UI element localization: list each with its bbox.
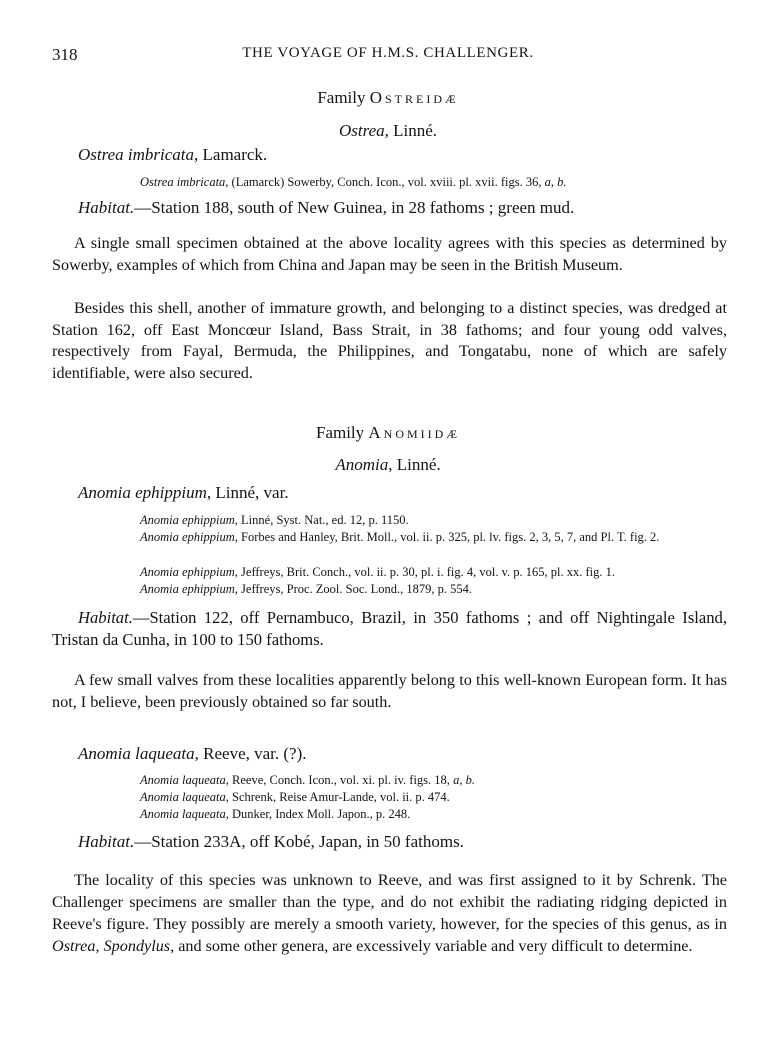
habitat-label: Habitat. [78,608,133,627]
family-name: Ostreidæ [369,88,459,107]
species-author: , Lamarck. [194,145,268,164]
body-paragraph: Besides this shell, another of immature growth, and belonging to a distinct species, was dredged at Station 162, off East Moncœur Island, Bass Strait, in 38 fathoms; and four young odd valves, respectively from Fayal, Bermuda, the Philippines, and Tongatabu, none of which are safely identifiable, were also secured. [52,299,727,382]
paragraph-text: , [95,937,104,955]
running-title: THE VOYAGE OF H.M.S. CHALLENGER. [242,45,534,61]
family-label: Family [315,423,365,442]
page-number: 318 [52,45,78,64]
body-paragraph: A few small valves from these localities apparently belong to this well-known European form. It has not, I believe, been previously obtained so far south. [52,671,727,711]
species-heading-ostrea-imbricata [78,145,267,165]
species-heading-anomia-ephippium [78,483,289,503]
genus-heading-anomia [0,455,776,475]
habitat-paragraph [52,607,727,650]
synonym-name: Anomia ephippium [140,513,235,527]
body-paragraph [52,869,727,957]
synonym-reference: , Jeffreys, Proc. Zool. Soc. Lond., 1879, p. 554. [234,582,473,596]
habitat-text: —Station 122, off Pernambuco, Brazil, in 350 fathoms ; and off Nightingale Island, Tristan da Cunha, in 100 to 150 fathoms. [52,608,727,649]
species-name: Anomia laqueata [78,744,195,763]
family-heading-anomiidae [0,423,776,443]
synonymy-line [140,175,566,190]
genus-heading-ostrea [0,121,776,141]
synonymy-line [140,807,410,822]
synonym-reference: , Linné, Syst. Nat., ed. 12, p. 1150. [234,513,409,527]
synonym-reference: , Reeve, Conch. Icon., vol. xi. pl. iv. figs. 18, [225,773,454,787]
genus-name: Anomia [335,455,389,474]
synonym-name: Anomia laqueata [140,773,226,787]
paragraph-text: The locality of this species was unknown to Reeve, and was first assigned to it by Schrenk. The Challenger specimens are smaller than the type, and do not exhibit the radiating ridging depicted in Reeve's figure. They possibly are merely a smooth variety, however, for the species of this genus, as in [52,871,727,933]
synonymy-line [140,773,475,788]
family-name: Anomiidæ [368,423,461,442]
italic-genus: Ostrea [52,937,96,955]
synonym-reference: , (Lamarck) Sowerby, Conch. Icon., vol. xviii. pl. xvii. figs. 36, [225,175,545,189]
species-heading-anomia-laqueata [78,744,307,764]
habitat-text: —Station 188, south of New Guinea, in 28 fathoms ; green mud. [134,198,575,217]
synonym-name: Anomia ephippium [140,582,235,596]
synonymy-line [140,529,754,546]
genus-author: , Linné. [384,121,438,140]
synonym-name: Anomia laqueata [140,790,226,804]
genus-author: , Linné. [388,455,441,474]
species-author: , Reeve, var. (?). [194,744,307,763]
synonym-name: Anomia ephippium [140,530,235,544]
synonymy-line [140,790,450,805]
habitat-line [78,832,464,852]
paragraph-text: , and some other genera, are excessively variable and very difficult to determine. [170,937,693,955]
habitat-label: Habitat. [78,198,135,217]
family-label: Family [317,88,366,107]
italic-genus: Spondylus [103,937,171,955]
synonym-reference: , Jeffreys, Brit. Conch., vol. ii. p. 30, pl. i. fig. 4, vol. v. p. 165, pl. xx. fig. 1. [234,565,615,579]
synonym-name: Anomia ephippium [140,565,235,579]
synonym-reference: , Forbes and Hanley, Brit. Moll., vol. ii. p. 325, pl. lv. figs. 2, 3, 5, 7, and Pl. T. fig. 2. [234,530,660,544]
synonym-reference: , Dunker, Index Moll. Japon., p. 248. [225,807,411,821]
habitat-label: Habitat. [78,832,135,851]
synonym-reference: , Schrenk, Reise Amur-Lande, vol. ii. p. 474. [225,790,450,804]
synonym-name: Anomia laqueata [140,807,226,821]
synonym-figure-letters: a, b. [544,175,567,189]
family-heading-ostreidae [0,88,776,108]
synonymy-line [140,564,754,581]
species-author: , Linné, var. [206,483,289,502]
habitat-line [78,198,574,218]
synonym-name: Ostrea imbricata [140,175,226,189]
species-name: Ostrea imbricata [78,145,195,164]
species-name: Anomia ephippium [78,483,207,502]
body-paragraph: A single small specimen obtained at the above locality agrees with this species as determined by Sowerby, examples of which from China and Japan may be seen in the British Museum. [52,234,727,274]
synonymy-line [140,512,754,529]
genus-name: Ostrea [338,121,385,140]
synonymy-line [140,581,754,598]
synonym-figure-letters: a, b. [453,773,475,787]
habitat-text: —Station 233A, off Kobé, Japan, in 50 fathoms. [134,832,464,851]
